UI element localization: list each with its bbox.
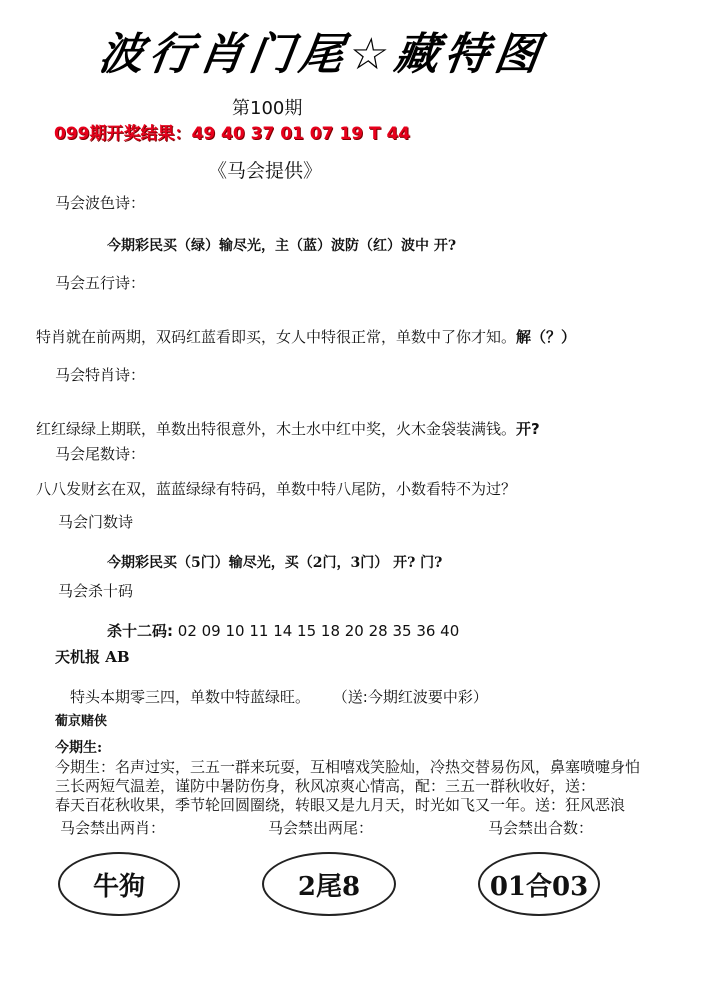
five-elements-poem: 特肖就在前两期，双码红蓝看即买，女人中特很正常，单数中了你才知。: [36, 328, 517, 346]
wave-color-text: 今期彩民买（绿）输尽光，主（蓝）波防（红）波中 开?: [107, 238, 457, 254]
pujing-label: 葡京赌侠: [55, 714, 108, 729]
today-line-2: 三长两短气温差，谨防中暑防伤身，秋风凉爽心情高，配：三五一群秋收好，送：: [55, 777, 596, 795]
issue-number: 第100期: [232, 98, 303, 119]
ban-zodiac-label: 马会禁出两肖：: [60, 819, 166, 837]
special-zodiac-suffix: 开?: [516, 420, 540, 438]
ban-sum-label: 马会禁出合数：: [488, 819, 594, 837]
kill-twelve-numbers: 02 09 10 11 14 15 18 20 28 35 36 40: [177, 622, 460, 640]
provider-label: 《马会提供》: [208, 160, 323, 182]
tail-number-label: 马会尾数诗：: [55, 445, 146, 463]
five-elements-label: 马会五行诗：: [55, 274, 146, 292]
today-line-1: 今期生：名声过实，三五一群来玩耍，互相嘻戏笑脸灿，冷热交替易伤风，鼻塞喷嚏身怕: [55, 758, 641, 776]
special-zodiac-poem: 红红绿绿上期联，单数出特很意外，木土水中红中奖，火木金袋装满钱。: [36, 420, 517, 438]
kill-twelve-row: [107, 620, 459, 641]
five-elements-text: [36, 326, 576, 347]
today-line-3: 春天百花秋收果，季节轮回圆圈绕，转眼又是九月天，时光如飞又一年。送：狂风恶浪: [55, 796, 626, 814]
tianji-label: 天机报 AB: [55, 648, 130, 666]
ban-tail-label: 马会禁出两尾：: [268, 819, 374, 837]
ban-sum-value: 01合03: [489, 871, 589, 902]
tail-number-text: 八八发财玄在双，蓝蓝绿绿有特码，单数中特八尾防，小数看特不为过？: [36, 480, 517, 498]
tianji-row: [70, 686, 488, 707]
door-number-text: 今期彩民买（5门）输尽光，买（2门，3门） 开? 门?: [107, 555, 443, 571]
five-elements-suffix: 解（？）: [516, 328, 577, 346]
wave-color-label: 马会波色诗：: [55, 194, 146, 212]
tianji-text: 特头本期零三四，单数中特蓝绿旺。: [70, 688, 311, 706]
tianji-note: （送:今期红波要中彩）: [332, 688, 488, 706]
kill-ten-label: 马会杀十码: [58, 582, 134, 600]
today-label: 今期生:: [55, 740, 103, 756]
kill-twelve-prefix: 杀十二码:: [107, 622, 173, 640]
ban-tail-oval: [262, 852, 396, 916]
previous-result: 099期开奖结果：49 40 37 01 07 19 T 44: [54, 124, 411, 144]
door-number-label: 马会门数诗: [58, 513, 134, 531]
special-zodiac-label: 马会特肖诗：: [55, 366, 146, 384]
ban-tail-value: 2尾8: [297, 871, 361, 902]
special-zodiac-text: [36, 418, 540, 439]
ban-zodiac-oval: [58, 852, 180, 916]
ban-sum-oval: [478, 852, 600, 916]
page-title: 波行肖门尾☆藏特图: [95, 29, 549, 80]
ban-zodiac-value: 牛狗: [92, 871, 145, 902]
